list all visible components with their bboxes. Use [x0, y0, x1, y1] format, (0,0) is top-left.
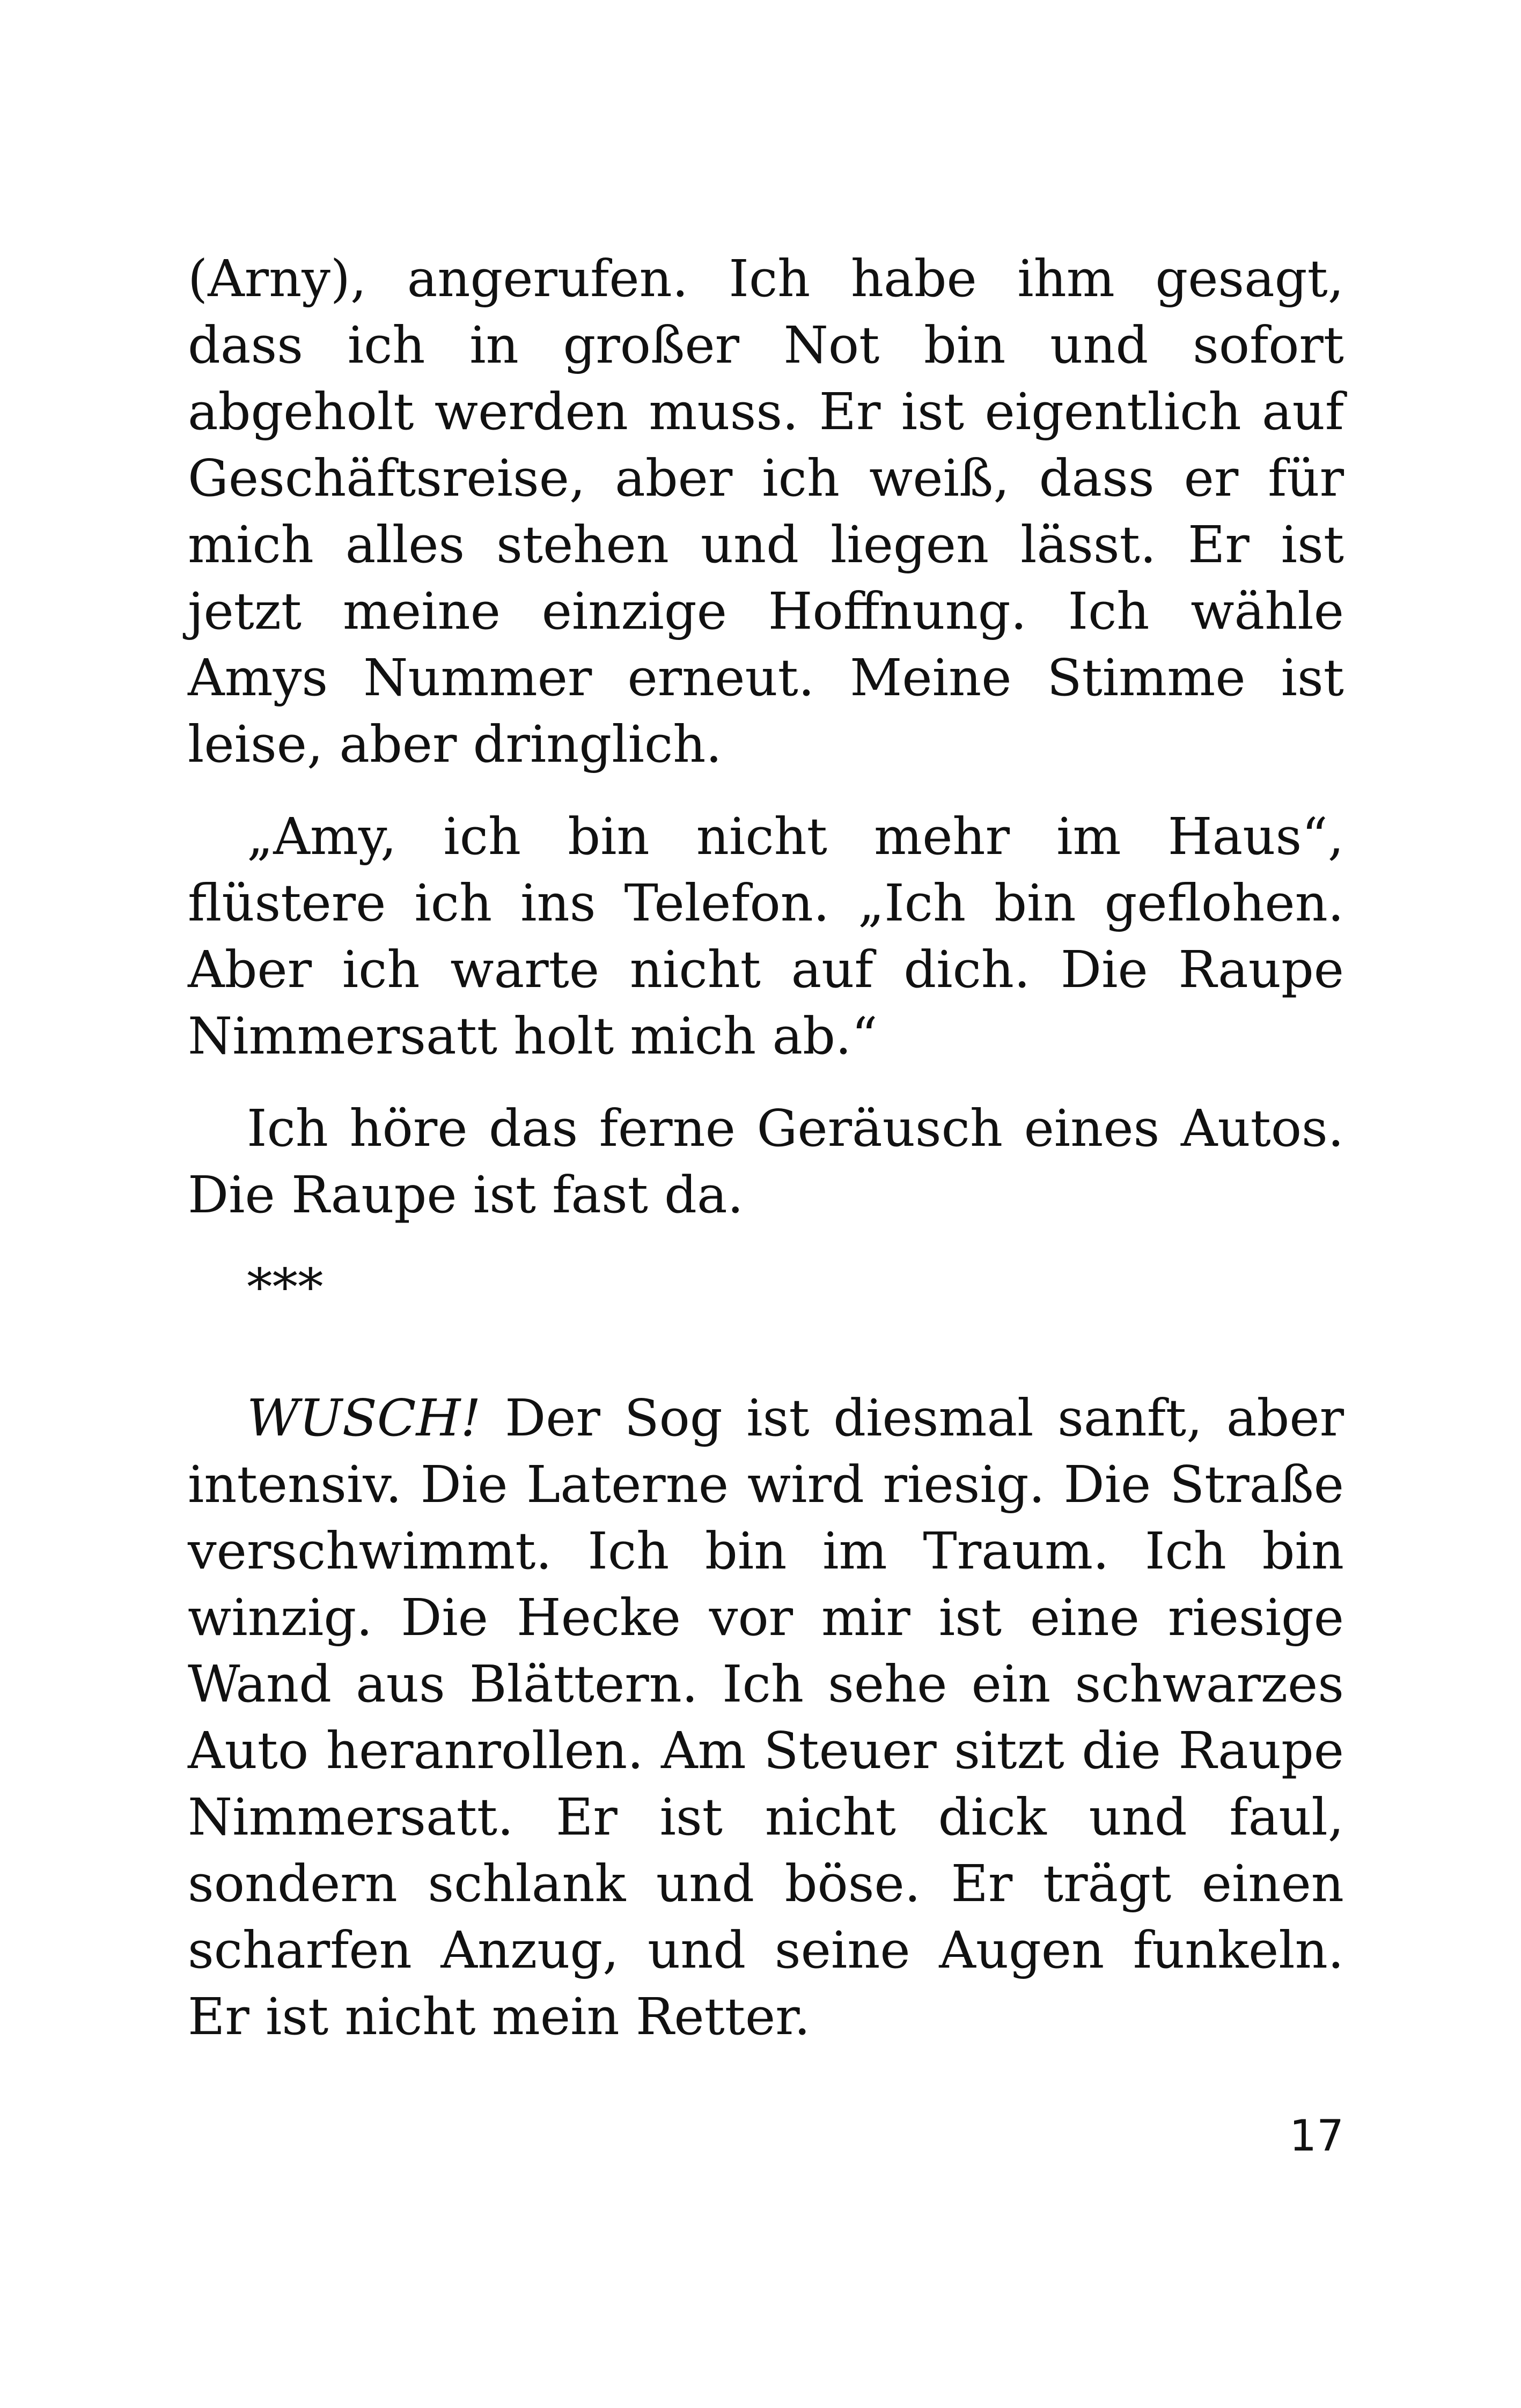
- paragraph-4-text: Der Sog ist diesmal sanft, aber intensiv. Die Laterne wird riesig. Die Straße verschwimmt. Ich bin im Traum. Ich bin winzig. Die Hecke vor mir ist eine riesige Wand aus Blättern. Ich sehe ein schwarzes Auto heranrollen. Am Steuer sitzt die Raupe Nimmersatt. Er ist nicht dick und faul, sondern schlank und böse. Er trägt einen scharfen Anzug, und seine Augen funkeln. Er ist nicht mein Retter.: [188, 1389, 1344, 2046]
- body-text: [188, 246, 1344, 2050]
- section-separator: ***: [247, 1258, 324, 1317]
- paragraph-1: (Arny), angerufen. Ich habe ihm gesagt, dass ich in großer Not bin und sofort abgeholt werden muss. Er ist eigentlich auf Geschäftsreise, aber ich weiß, dass er für mich alles stehen und liegen lässt. Er ist jetzt meine einzige Hoffnung. Ich wähle Amys Nummer erneut. Meine Stimme ist leise, aber dringlich.: [188, 249, 1344, 774]
- page-number: 17: [1289, 2111, 1344, 2161]
- paragraph-2: „Amy, ich bin nicht mehr im Haus“, flüstere ich ins Telefon. „Ich bin geflohen. Aber ich warte nicht auf dich. Die Raupe Nimmersatt holt mich ab.“: [188, 807, 1344, 1066]
- paragraph-3: Ich höre das ferne Geräusch eines Autos. Die Raupe ist fast da.: [188, 1099, 1344, 1225]
- paragraph-4: [188, 1385, 1344, 2050]
- emphasis-word: WUSCH!: [247, 1389, 481, 1448]
